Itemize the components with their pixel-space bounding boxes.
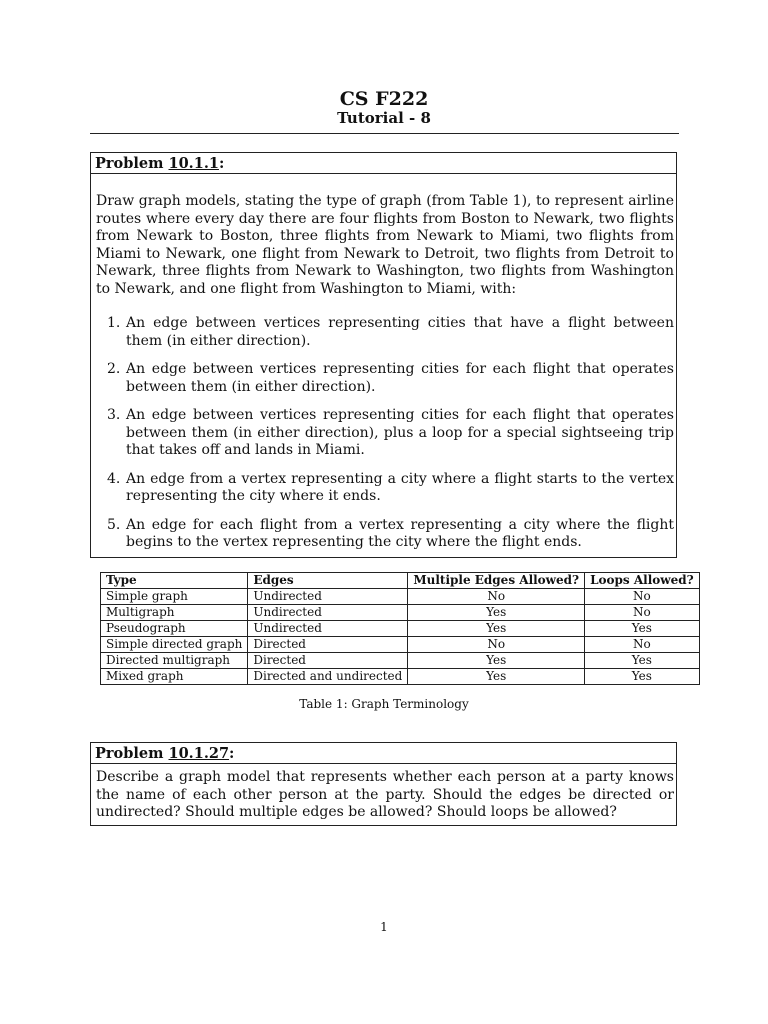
- list-item: [96, 517, 674, 552]
- table-row: [101, 605, 700, 621]
- list-item: [96, 471, 674, 506]
- problem-heading: [95, 744, 234, 763]
- problem-number: 10.1.27: [168, 745, 230, 762]
- table-cell-edges: Directed: [248, 653, 408, 669]
- problem-statement: Describe a graph model that represents whether each person at a party knows the name of each other person at the party. Should the edges be directed or undirected? Should multiple edges be allowed? Should loops be allowed?: [96, 769, 674, 820]
- table-row: [101, 669, 700, 685]
- list-item-marker: 5.: [107, 516, 121, 533]
- table-cell-edges: Directed: [248, 637, 408, 653]
- table-row: [101, 621, 700, 637]
- problem-heading-divider: [91, 763, 676, 764]
- graph-terminology-table: [100, 572, 700, 685]
- table-cell-type: Directed multigraph: [101, 653, 248, 669]
- tutorial-title: Tutorial - 8: [337, 109, 431, 127]
- list-item-marker: 3.: [107, 407, 121, 423]
- table-row: [101, 589, 700, 605]
- problem-heading: [95, 154, 224, 173]
- table-cell-loops: No: [585, 637, 700, 653]
- problem-label: Problem: [95, 155, 164, 172]
- list-item: [96, 407, 674, 460]
- problem-colon: :: [229, 745, 235, 762]
- table-caption: Table 1: Graph Terminology: [299, 697, 469, 711]
- table-cell-multiple-edges: Yes: [408, 653, 585, 669]
- table-cell-type: Multigraph: [101, 605, 248, 621]
- problem-box-10-1-27: [90, 742, 677, 826]
- table-cell-multiple-edges: No: [408, 589, 585, 605]
- list-item-marker: 4.: [107, 470, 121, 487]
- table-cell-multiple-edges: Yes: [408, 669, 585, 685]
- table-cell-type: Simple directed graph: [101, 637, 248, 653]
- table-header-row: [101, 573, 700, 589]
- table-cell-loops: No: [585, 605, 700, 621]
- table-header-edges: Edges: [248, 573, 408, 589]
- list-item-marker: 2.: [107, 361, 121, 377]
- list-item-text: An edge between vertices representing cities for each flight that operates between them (in either direction), plus a loop for a special sightseeing trip that takes off and lands in Miami.: [126, 407, 674, 458]
- table-cell-type: Simple graph: [101, 589, 248, 605]
- list-item: [96, 361, 674, 396]
- table-cell-edges: Undirected: [248, 621, 408, 637]
- header-divider: [90, 133, 679, 134]
- list-item-marker: 1.: [107, 315, 121, 331]
- table-cell-multiple-edges: Yes: [408, 621, 585, 637]
- course-title: CS F222: [339, 88, 429, 110]
- table-cell-type: Mixed graph: [101, 669, 248, 685]
- problem-number: 10.1.1: [168, 155, 219, 172]
- list-item-text: An edge between vertices representing cities for each flight that operates between them (in either direction).: [126, 361, 674, 395]
- list-item-text: An edge from a vertex representing a city where a flight starts to the vertex representing the city where it ends.: [126, 470, 674, 504]
- list-item-text: An edge between vertices representing cities that have a flight between them (in either direction).: [126, 315, 674, 349]
- problem-heading-divider: [91, 173, 676, 174]
- table-cell-multiple-edges: Yes: [408, 605, 585, 621]
- table-cell-edges: Directed and undirected: [248, 669, 408, 685]
- table-cell-edges: Undirected: [248, 605, 408, 621]
- problem-label: Problem: [95, 745, 164, 762]
- problem-statement: Draw graph models, stating the type of graph (from Table 1), to represent airline routes where every day there are four flights from Boston to Newark, two flights from Newark to Boston, three flights from Newark to Miami, two flights from Miami to Newark, one flight from Newark to Detroit, two flights from Detroit to Newark, three flights from Newark to Washington, two flights from Washington to Newark, and one flight from Washington to Miami, with:: [96, 193, 674, 297]
- table-cell-loops: Yes: [585, 621, 700, 637]
- table-header-loops: Loops Allowed?: [585, 573, 700, 589]
- problem-colon: :: [218, 155, 225, 172]
- table-cell-loops: No: [585, 589, 700, 605]
- table-cell-loops: Yes: [585, 669, 700, 685]
- problem-box-10-1-1: [90, 152, 677, 558]
- table-header-type: Type: [101, 573, 248, 589]
- table-row: [101, 637, 700, 653]
- page-number: 1: [380, 920, 388, 934]
- table-cell-multiple-edges: No: [408, 637, 585, 653]
- table-header-multiple-edges: Multiple Edges Allowed?: [408, 573, 585, 589]
- table-cell-loops: Yes: [585, 653, 700, 669]
- table-row: [101, 653, 700, 669]
- problem-parts-list: [96, 315, 674, 563]
- list-item-text: An edge for each flight from a vertex representing a city where the flight begins to the vertex representing the city where the flight ends.: [126, 516, 674, 550]
- list-item: [96, 315, 674, 350]
- table-cell-edges: Undirected: [248, 589, 408, 605]
- table-cell-type: Pseudograph: [101, 621, 248, 637]
